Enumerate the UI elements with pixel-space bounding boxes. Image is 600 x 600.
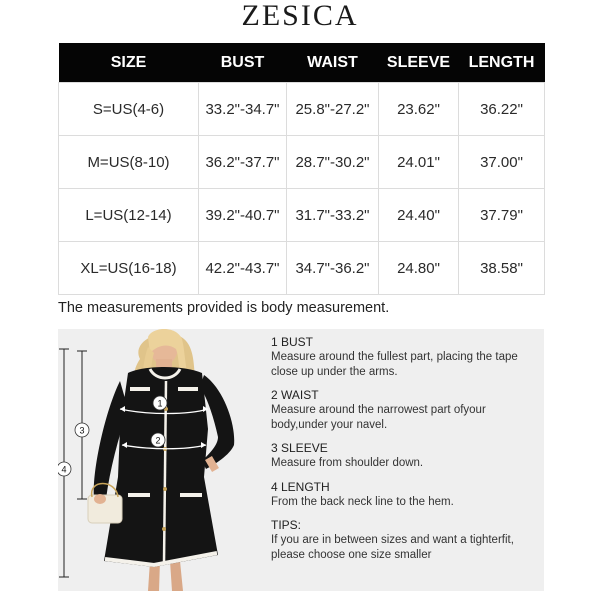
guide-waist-title: 2 WAIST (271, 388, 319, 402)
cell-sleeve: 23.62" (379, 83, 459, 136)
cell-size: L=US(12-14) (59, 189, 199, 242)
guide-bust (271, 335, 541, 379)
cell-length: 38.58" (459, 242, 545, 295)
guide-tips-title: TIPS: (271, 518, 302, 532)
header-waist: WAIST (287, 43, 379, 83)
cell-size: XL=US(16-18) (59, 242, 199, 295)
guide-length-desc: From the back neck line to the hem. (271, 495, 454, 508)
cell-size: M=US(8-10) (59, 136, 199, 189)
table-row (59, 189, 545, 242)
header-sleeve: SLEEVE (379, 43, 459, 83)
svg-text:1: 1 (157, 398, 163, 409)
cell-sleeve: 24.01" (379, 136, 459, 189)
cell-waist: 25.8"-27.2" (287, 83, 379, 136)
cell-length: 37.00" (459, 136, 545, 189)
measure-instructions (271, 335, 541, 571)
cell-size: S=US(4-6) (59, 83, 199, 136)
marker-sleeve (75, 423, 89, 437)
guide-bust-title: 1 BUST (271, 335, 314, 349)
size-chart-table (58, 43, 545, 295)
cell-sleeve: 24.80" (379, 242, 459, 295)
marker-bust (153, 396, 167, 410)
guide-waist (271, 388, 541, 432)
cell-bust: 39.2"-40.7" (199, 189, 287, 242)
model-figure (58, 329, 263, 591)
svg-text:4: 4 (61, 464, 67, 475)
guide-sleeve (271, 441, 541, 471)
cell-bust: 36.2"-37.7" (199, 136, 287, 189)
header-bust: BUST (199, 43, 287, 83)
header-size: SIZE (59, 43, 199, 83)
guide-sleeve-desc: Measure from shoulder down. (271, 457, 424, 469)
guide-length-title: 4 LENGTH (271, 479, 330, 494)
brand-logo: ZESICA (241, 0, 359, 32)
svg-text:2: 2 (155, 435, 161, 446)
cell-length: 37.79" (459, 189, 545, 242)
table-row (59, 136, 545, 189)
header-length: LENGTH (459, 43, 545, 83)
cell-bust: 42.2"-43.7" (199, 242, 287, 295)
guide-tips-desc: If you are in between sizes and want a tighterfit, please choose one size smaller (271, 534, 514, 561)
cell-bust: 33.2"-34.7" (199, 83, 287, 136)
guide-bust-desc: Measure around the fullest part, placing the tape close up under the arms. (271, 351, 518, 378)
guide-waist-desc: Measure around the narrowest part ofyour body,under your navel. (271, 404, 486, 431)
cell-sleeve: 24.40" (379, 189, 459, 242)
cell-waist: 31.7"-33.2" (287, 189, 379, 242)
table-row (59, 242, 545, 295)
measurement-note: The measurements provided is body measurement. (58, 300, 390, 316)
cell-waist: 34.7"-36.2" (287, 242, 379, 295)
guide-sleeve-title: 3 SLEEVE (271, 441, 328, 455)
svg-text:3: 3 (79, 425, 85, 436)
guide-tips (271, 518, 541, 562)
marker-waist (151, 433, 165, 447)
table-row (59, 83, 545, 136)
measure-guide-panel (58, 329, 544, 591)
marker-length (58, 462, 71, 476)
cell-length: 36.22" (459, 83, 545, 136)
table-header-row (59, 43, 545, 83)
guide-length (271, 480, 541, 510)
cell-waist: 28.7"-30.2" (287, 136, 379, 189)
